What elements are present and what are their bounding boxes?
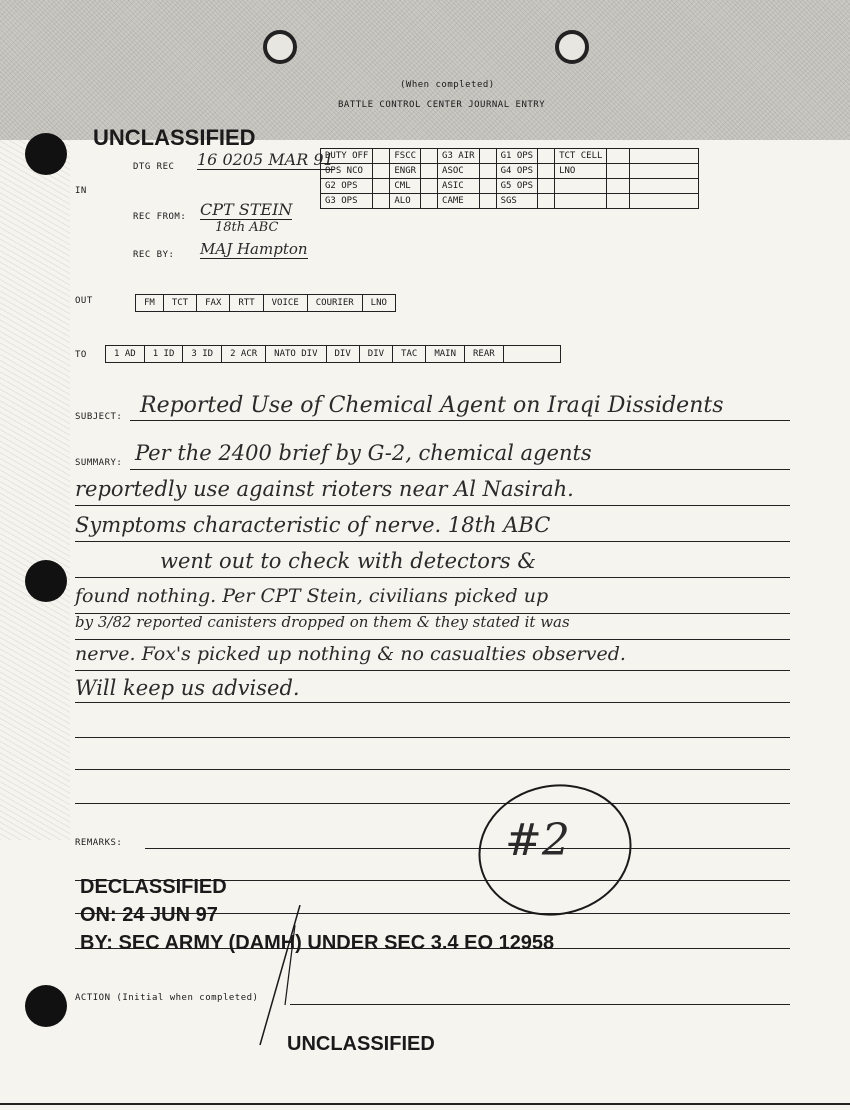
summary-line: by 3/82 reported canisters dropped on them & they stated it was: [75, 613, 570, 631]
out-option-tct[interactable]: TCT: [164, 295, 197, 311]
scan-noise-left: [0, 140, 70, 840]
classification-bottom: UNCLASSIFIED: [287, 1033, 435, 1055]
to-option-1id[interactable]: 1 ID: [145, 346, 184, 362]
dtg-value: 16 0205 MAR 91: [197, 150, 334, 169]
to-option-1ad[interactable]: 1 AD: [106, 346, 145, 362]
summary-line: Symptoms characteristic of nerve. 18th ABC: [75, 513, 551, 537]
distribution-cell[interactable]: CAME: [438, 194, 480, 209]
subject-value: Reported Use of Chemical Agent on Iraqi Dissidents: [140, 393, 724, 418]
summary-line: Per the 2400 brief by G-2, chemical agents: [135, 441, 592, 465]
classification-top: UNCLASSIFIED: [93, 125, 256, 150]
distribution-cell[interactable]: G2 OPS: [321, 179, 373, 194]
in-label: IN: [75, 186, 87, 196]
summary-line: found nothing. Per CPT Stein, civilians picked up: [75, 585, 549, 607]
distribution-grid: [320, 148, 699, 209]
punch-hole-middle: [25, 560, 67, 602]
out-option-voice[interactable]: VOICE: [264, 295, 308, 311]
distribution-cell[interactable]: ASOC: [438, 164, 480, 179]
summary-line: Will keep us advised.: [75, 676, 300, 700]
distribution-cell[interactable]: G5 OPS: [496, 179, 538, 194]
distribution-cell[interactable]: G3 OPS: [321, 194, 373, 209]
distribution-cell[interactable]: ASIC: [438, 179, 480, 194]
remarks-annotation: #2: [505, 815, 570, 866]
distribution-cell[interactable]: [555, 179, 607, 194]
declass-line3: BY: SEC ARMY (DAMH) UNDER SEC 3.4 EO 12958: [80, 932, 555, 954]
distribution-cell[interactable]: FSCC: [390, 149, 421, 164]
out-option-fm[interactable]: FM: [136, 295, 164, 311]
to-options: [105, 345, 561, 363]
summary-line: nerve. Fox's picked up nothing & no casualties observed.: [75, 643, 626, 665]
rec-by-label: REC BY:: [133, 250, 175, 260]
to-option-blank[interactable]: [504, 346, 560, 362]
summary-line: reportedly use against rioters near Al Nasirah.: [75, 477, 574, 501]
rec-from-value: CPT STEIN: [200, 200, 293, 219]
punch-hole-top: [25, 133, 67, 175]
distribution-cell[interactable]: [555, 194, 607, 209]
distribution-cell[interactable]: G4 OPS: [496, 164, 538, 179]
declass-line1: DECLASSIFIED: [80, 876, 227, 898]
rec-by-value: MAJ Hampton: [200, 240, 308, 258]
distribution-cell[interactable]: CML: [390, 179, 421, 194]
distribution-row: [321, 194, 699, 209]
rec-from-unit: 18th ABC: [215, 220, 279, 235]
action-label: ACTION (Initial when completed): [75, 993, 259, 1003]
distribution-cell[interactable]: SGS: [496, 194, 538, 209]
to-option-div[interactable]: DIV: [327, 346, 360, 362]
distribution-row: [321, 179, 699, 194]
to-option-div[interactable]: DIV: [360, 346, 393, 362]
binder-ring-right: [555, 30, 589, 64]
to-option-main[interactable]: MAIN: [426, 346, 465, 362]
distribution-cell[interactable]: TCT CELL: [555, 149, 607, 164]
summary-label: SUMMARY:: [75, 458, 123, 468]
distribution-row: [321, 164, 699, 179]
to-option-2acr[interactable]: 2 ACR: [222, 346, 266, 362]
distribution-cell[interactable]: LNO: [555, 164, 607, 179]
remarks-label: REMARKS:: [75, 838, 123, 848]
distribution-cell[interactable]: ENGR: [390, 164, 421, 179]
out-option-courier[interactable]: COURIER: [308, 295, 363, 311]
out-options: [135, 294, 396, 312]
distribution-cell[interactable]: DUTY OFF: [321, 149, 373, 164]
out-option-fax[interactable]: FAX: [197, 295, 230, 311]
distribution-cell[interactable]: ALO: [390, 194, 421, 209]
to-option-3id[interactable]: 3 ID: [183, 346, 222, 362]
punch-hole-bottom: [25, 985, 67, 1027]
binder-ring-left: [263, 30, 297, 64]
subject-label: SUBJECT:: [75, 412, 123, 422]
out-label: OUT: [75, 296, 93, 306]
declass-line2: ON: 24 JUN 97: [80, 904, 218, 926]
out-option-rtt[interactable]: RTT: [230, 295, 263, 311]
to-label: TO: [75, 350, 87, 360]
to-option-nato-div[interactable]: NATO DIV: [266, 346, 326, 362]
distribution-cell[interactable]: G3 AIR: [438, 149, 480, 164]
scan-noise-top: [0, 0, 850, 140]
when-completed: (When completed): [400, 80, 495, 90]
summary-line: went out to check with detectors &: [160, 549, 537, 573]
to-option-tac[interactable]: TAC: [393, 346, 426, 362]
dtg-label: DTG REC: [133, 162, 175, 172]
distribution-cell[interactable]: OPS NCO: [321, 164, 373, 179]
distribution-cell[interactable]: G1 OPS: [496, 149, 538, 164]
to-option-rear[interactable]: REAR: [465, 346, 504, 362]
rec-from-label: REC FROM:: [133, 212, 187, 222]
distribution-row: [321, 149, 699, 164]
form-title: BATTLE CONTROL CENTER JOURNAL ENTRY: [338, 100, 546, 110]
out-option-lno[interactable]: LNO: [370, 298, 387, 308]
